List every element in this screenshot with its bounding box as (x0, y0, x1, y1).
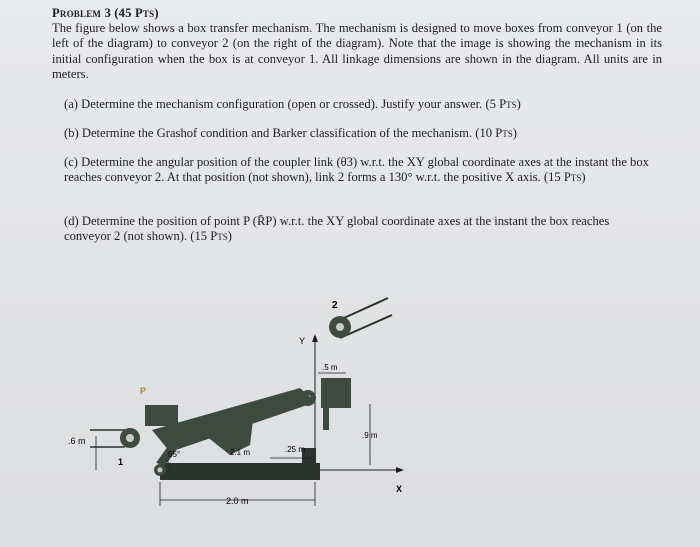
part-b (64, 126, 654, 141)
dim-left-label: .6 m (68, 436, 86, 446)
dim-link-label: 2.1 m (230, 448, 251, 457)
dim-right-label: .9 m (362, 431, 378, 440)
problem-title: Problem 3 (45 Pts) (52, 6, 159, 20)
dim-mid-label: .25 m (285, 445, 306, 454)
dimension-link (230, 448, 250, 457)
problem-intro: The figure below shows a box transfer mechanism. The mechanism is designed to move boxes from conveyor 1 (on the left of the diagram) to conveyor 2 (on the right of the diagram). Note that the image is showing the mechanism in its initial configuration when the box is at conveyor 1. All linkage dimensions are shown in the diagram. All units are in meters. (52, 21, 662, 81)
part-d-points: (15 Pts) (190, 229, 232, 244)
part-a-points: (5 Pts) (485, 97, 521, 111)
conveyor-2-label: 2 (332, 300, 338, 311)
part-c (64, 155, 652, 185)
y-axis-label: Y (299, 336, 306, 346)
dimension-top (318, 363, 346, 373)
point-p-label: P (140, 386, 147, 396)
dimension-bottom (160, 482, 315, 506)
part-a-label: (a) (64, 97, 78, 111)
conveyor-2 (329, 298, 392, 338)
dimension-left (68, 436, 96, 470)
mechanism-diagram (0, 280, 700, 547)
part-d (64, 214, 652, 244)
dimension-right (362, 404, 378, 465)
dim-top-label: .5 m (322, 363, 338, 372)
part-c-text: Determine the angular position of the coupler link (θ3) w.r.t. the XY global coordinate axes at the instant the box reaches conveyor 2. At that position (not shown), link 2 forms a 130° w.r.t. the positive X axis. (64, 155, 649, 185)
box-p (140, 386, 178, 426)
part-c-label: (c) (64, 155, 78, 169)
part-a (64, 97, 654, 112)
part-d-text: Determine the position of point P (R̄P) w.r.t. the XY global coordinate axes at the instant the box reaches conveyor 2 (not shown). (64, 214, 610, 244)
part-c-points: (15 Pts) (543, 170, 586, 185)
conveyor-1 (90, 428, 140, 467)
part-b-points: (10 Pts) (475, 126, 517, 140)
x-axis-label: X (396, 484, 403, 494)
part-a-text: Determine the mechanism configuration (open or crossed). Justify your answer. (81, 97, 483, 111)
part-d-label: (d) (64, 214, 79, 228)
problem-statement (52, 6, 662, 82)
part-b-text: Determine the Grashof condition and Barker classification of the mechanism. (81, 126, 473, 140)
dim-bottom-label: 2.0 m (226, 496, 249, 506)
conveyor-1-label: 1 (118, 457, 124, 467)
part-b-label: (b) (64, 126, 79, 140)
angle-label: 55° (168, 450, 181, 459)
